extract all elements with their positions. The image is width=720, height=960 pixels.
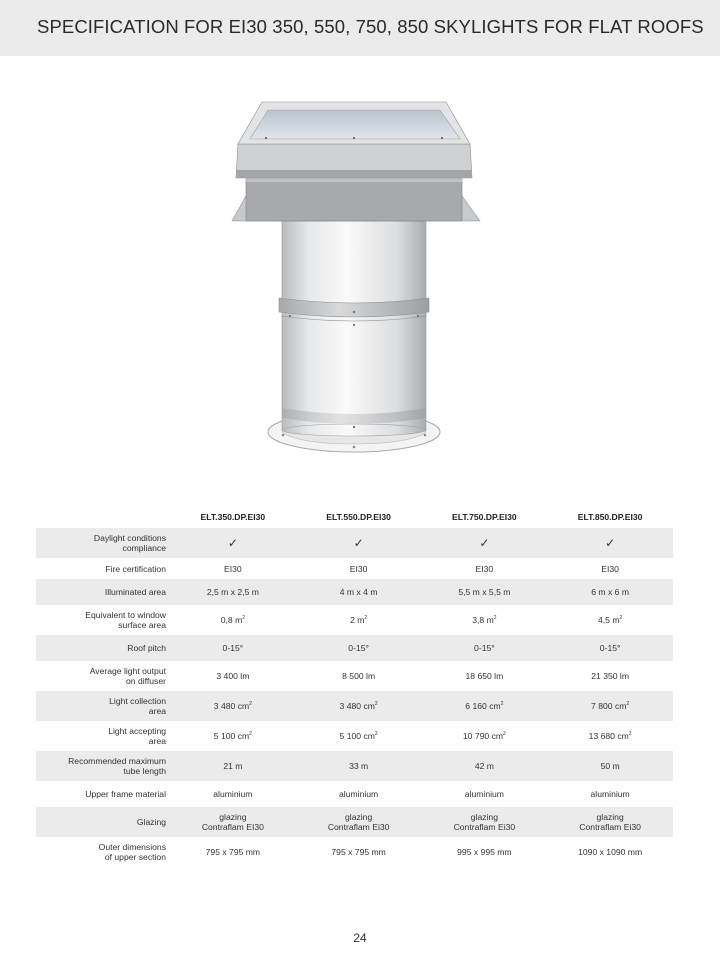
table-cell: 0-15° <box>422 635 548 661</box>
table-cell: 3 400 lm <box>216 671 250 681</box>
specification-table <box>36 506 673 867</box>
check-icon: ✓ <box>296 528 422 558</box>
page-title: SPECIFICATION FOR EI30 350, 550, 750, 850 SKYLIGHTS FOR FLAT ROOFS <box>37 16 704 37</box>
column-header: ELT.350.DP.EI30 <box>200 512 266 522</box>
row-label: Average light output on diffuser <box>89 666 166 686</box>
table-cell: 5 100 $cm^2$ <box>213 731 252 741</box>
table-cell: EI30 <box>475 563 494 574</box>
table-cell: 8 500 lm <box>342 671 376 681</box>
row-label: Light accepting area <box>108 726 166 746</box>
table-cell: glazing Contraflam Ei30 <box>547 807 673 837</box>
row-label: Roof pitch <box>36 635 170 661</box>
table-cell: EI30 <box>224 563 242 574</box>
table-cell: 21 m <box>170 751 296 781</box>
table-row <box>36 558 673 579</box>
table-cell: 50 m <box>547 751 673 781</box>
page-number: 24 <box>353 931 367 945</box>
table-cell: 0-15° <box>170 635 296 661</box>
table-cell: 4,5 $m^2$ <box>597 615 623 625</box>
table-row <box>36 781 673 807</box>
skylight-product-illustration <box>225 96 495 466</box>
table-cell: 795 x 795 mm <box>205 847 261 857</box>
table-row <box>36 605 673 635</box>
table-header-row <box>36 506 673 528</box>
table-cell: 42 m <box>422 751 548 781</box>
table-cell: 6 160 $cm^2$ <box>422 691 548 721</box>
row-label: Upper frame material <box>85 789 166 799</box>
table-row <box>36 751 673 781</box>
row-label: Daylight conditions compliance <box>36 528 170 558</box>
header-empty-cell <box>36 506 170 528</box>
table-row <box>36 635 673 661</box>
table-row <box>36 528 673 558</box>
table-cell: glazing Contraflam Ei30 <box>296 807 422 837</box>
table-cell: 21 350 lm <box>591 671 629 681</box>
table-cell: 6 m x 6 m <box>547 579 673 605</box>
table-row <box>36 837 673 867</box>
table-cell: aluminium <box>590 789 630 799</box>
row-label: Outer dimensions of upper section <box>98 842 166 862</box>
table-row <box>36 807 673 837</box>
table-cell: 18 650 lm <box>465 671 504 681</box>
table-row <box>36 579 673 605</box>
table-cell: aluminium <box>213 789 253 799</box>
table-cell: 4 m x 4 m <box>296 579 422 605</box>
table-cell: 3 480 $cm^2$ <box>296 691 422 721</box>
check-icon: ✓ <box>422 528 548 558</box>
column-header: ELT.550.DP.EI30 <box>326 512 391 522</box>
table-cell: 0,8 $m^2$ <box>220 615 246 625</box>
table-cell: 2,5 m x 2,5 m <box>170 579 296 605</box>
table-cell: aluminium <box>464 789 504 799</box>
row-label: Equivalent to window surface area <box>85 610 166 630</box>
row-label: Glazing <box>36 807 170 837</box>
table-cell: glazing Contraflam Ei30 <box>422 807 548 837</box>
column-header: ELT.750.DP.EI30 <box>452 512 517 522</box>
table-cell: 7 800 $cm^2$ <box>547 691 673 721</box>
table-cell: glazing Contraflam EI30 <box>170 807 296 837</box>
check-icon: ✓ <box>547 528 673 558</box>
table-cell: 0-15° <box>296 635 422 661</box>
table-row <box>36 721 673 751</box>
table-row <box>36 691 673 721</box>
table-cell: EI30 <box>349 563 368 574</box>
table-cell: 33 m <box>296 751 422 781</box>
table-cell: 2 $m^2$ <box>350 615 368 625</box>
table-cell: 5,5 m x 5,5 m <box>422 579 548 605</box>
table-cell: 995 x 995 mm <box>457 847 512 857</box>
table-row <box>36 661 673 691</box>
column-header: ELT.850.DP.EI30 <box>577 512 643 522</box>
row-label: Illuminated area <box>36 579 170 605</box>
page-header <box>0 0 720 56</box>
check-icon: ✓ <box>170 528 296 558</box>
table-cell: aluminium <box>339 789 379 799</box>
table-cell: 3 480 $cm^2$ <box>170 691 296 721</box>
table-cell: 3,8 $m^2$ <box>472 615 497 625</box>
table-cell: 1090 x 1090 mm <box>578 847 643 857</box>
table-cell: 13 680 $cm^2$ <box>588 731 632 741</box>
table-cell: 0-15° <box>547 635 673 661</box>
row-label: Recommended maximum tube length <box>36 751 170 781</box>
table-cell: EI30 <box>601 563 619 574</box>
row-label: Fire certification <box>105 563 166 574</box>
table-cell: 10 790 $cm^2$ <box>462 731 506 741</box>
row-label: Light collection area <box>36 691 170 721</box>
table-cell: 5 100 $cm^2$ <box>339 731 378 741</box>
table-cell: 795 x 795 mm <box>331 847 386 857</box>
